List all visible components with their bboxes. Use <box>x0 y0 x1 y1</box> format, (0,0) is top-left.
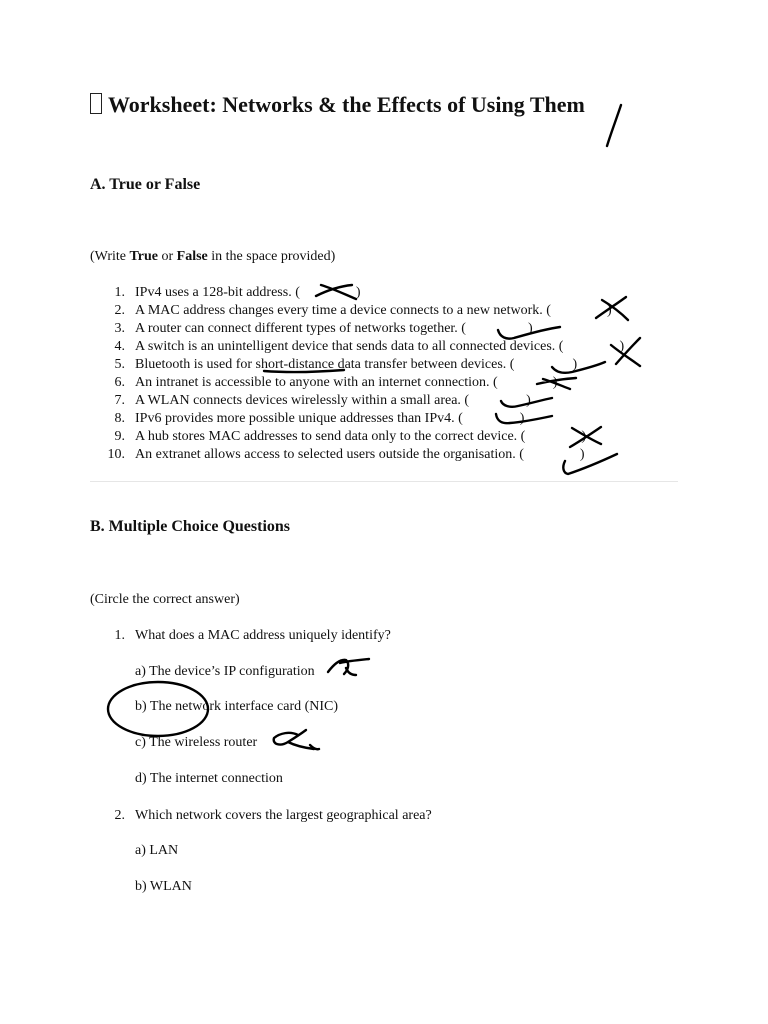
tf-item-close: ) <box>579 447 585 462</box>
tf-item-text: A MAC address changes every time a device connects to a new network. ( <box>135 303 551 318</box>
tf-item <box>90 446 624 464</box>
mcq-option-c[interactable]: c) The wireless router <box>135 735 258 750</box>
letter-a-mark <box>328 659 369 675</box>
tf-item-text: IPv6 provides more possible unique addresses than IPv4. ( <box>135 411 463 426</box>
tf-item-text: A WLAN connects devices wirelessly within a small area. ( <box>135 393 470 408</box>
letter-a-mark <box>274 730 319 749</box>
tf-item-number: 3. <box>114 321 125 336</box>
tf-item-number: 5. <box>114 357 125 372</box>
section-b-heading: B. Multiple Choice Questions <box>90 518 291 535</box>
mcq-option-a[interactable]: a) LAN <box>135 843 179 858</box>
tf-item-number: 4. <box>114 339 125 354</box>
section-a-heading: A. True or False <box>90 176 201 193</box>
tf-item <box>90 392 624 410</box>
tf-item-text: Bluetooth is used for short-distance data transfer between devices. ( <box>135 357 515 372</box>
question-text: Which network covers the largest geographical area? <box>135 808 432 823</box>
tf-item-text: An intranet is accessible to anyone with an internet connection. ( <box>135 375 498 390</box>
tf-item-text: IPv4 uses a 128-bit address. ( <box>135 285 300 300</box>
instruction-suffix: in the space provided) <box>207 249 336 264</box>
tf-item <box>90 410 624 428</box>
title-text: Worksheet: Networks & the Effects of Using Them <box>108 92 585 117</box>
question-number: 2. <box>114 808 125 823</box>
tf-item <box>90 356 624 374</box>
tf-item-text: A hub stores MAC addresses to send data only to the correct device. ( <box>135 429 526 444</box>
mcq-option-b[interactable]: b) WLAN <box>135 879 192 894</box>
tf-item <box>90 338 624 356</box>
page-title <box>90 92 585 118</box>
tf-item-close: ) <box>527 321 533 336</box>
tf-item <box>90 284 624 302</box>
instruction-false: False <box>176 249 208 264</box>
tf-item-number: 1. <box>114 285 125 300</box>
tf-item-close: ) <box>552 375 558 390</box>
document-icon <box>90 93 102 114</box>
section-divider <box>90 481 678 482</box>
true-false-list <box>90 284 624 464</box>
tf-item-close: ) <box>572 357 578 372</box>
tf-item <box>90 428 624 446</box>
tf-item-number: 9. <box>114 429 125 444</box>
tf-item-number: 2. <box>114 303 125 318</box>
tf-item-text: A switch is an unintelligent device that sends data to all connected devices. ( <box>135 339 564 354</box>
question-text: What does a MAC address uniquely identify? <box>135 628 391 643</box>
tf-item-close: ) <box>606 303 612 318</box>
mcq-option-b[interactable]: b) The network interface card (NIC) <box>135 699 339 714</box>
tf-item-text: An extranet allows access to selected users outside the organisation. ( <box>135 447 524 462</box>
instruction-middle: or <box>158 249 177 264</box>
tf-item-number: 8. <box>114 411 125 426</box>
section-a-instruction <box>90 249 335 265</box>
mcq-option-a[interactable]: a) The device’s IP configuration <box>135 664 315 679</box>
tf-item-close: ) <box>519 411 525 426</box>
question-number: 1. <box>114 628 125 643</box>
tf-item-close: ) <box>581 429 587 444</box>
tf-item <box>90 374 624 392</box>
tf-item-close: ) <box>355 285 361 300</box>
tf-item <box>90 302 624 320</box>
section-b-instruction: (Circle the correct answer) <box>90 592 240 607</box>
tf-item-close: ) <box>619 339 625 354</box>
tf-item-number: 10. <box>107 447 125 462</box>
tf-item-close: ) <box>526 393 531 408</box>
instruction-true: True <box>129 249 158 264</box>
tf-item-number: 6. <box>114 375 125 390</box>
instruction-prefix: (Write <box>90 249 130 264</box>
mcq-option-d[interactable]: d) The internet connection <box>135 771 283 786</box>
tf-item-number: 7. <box>114 393 125 408</box>
title-slash-mark <box>607 105 621 146</box>
tf-item-text: A router can connect different types of networks together. ( <box>135 321 466 336</box>
tf-item <box>90 320 624 338</box>
